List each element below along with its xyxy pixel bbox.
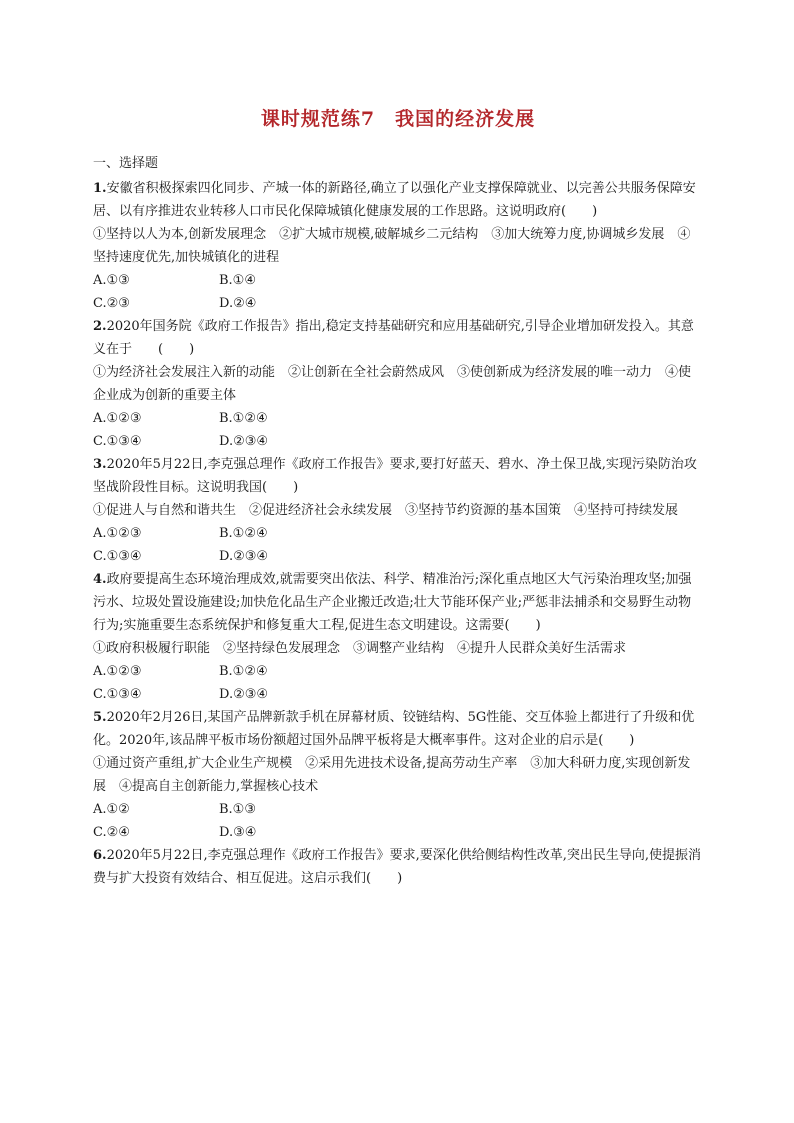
answer-options [93,798,703,844]
answer-option[interactable]: D.③④ [219,825,257,840]
question-stem [93,844,703,890]
answer-option[interactable]: C.①③④ [93,687,142,702]
document-page [93,104,703,890]
question-stem [93,177,703,223]
question-stem [93,453,703,499]
page-title: 课时规范练7 我国的经济发展 [260,108,536,130]
answer-options [93,522,703,568]
question-statements: ①为经济社会发展注入新的动能 ②让创新在全社会蔚然成风 ③使创新成为经济发展的唯一动力 ④使企业成为创新的重要主体 [93,365,692,403]
answer-options [93,269,703,315]
question-text: 2020年5月22日,李克强总理作《政府工作报告》要求,要深化供给侧结构性改革,突出民生导向,使提振消费与扩大投资有效结合、相互促进。这启示我们( ) [93,848,702,886]
answer-options [93,660,703,706]
answer-option[interactable]: D.②③④ [219,549,269,564]
answer-option[interactable]: B.①②④ [219,664,268,679]
question-number: 1. [93,181,107,196]
question-6 [93,844,703,890]
section-heading: 一、选择题 [93,156,159,171]
question-text: 安徽省积极探索四化同步、产城一体的新路径,确立了以强化产业支撑保障就业、以完善公共服务保障安居、以有序推进农业转移人口市民化保障城镇化健康发展的工作思路。这说明政府( ) [93,181,696,219]
question-stem [93,706,703,752]
question-statements: ①政府积极履行职能 ②坚持绿色发展理念 ③调整产业结构 ④提升人民群众美好生活需求 [93,641,627,656]
question-number: 2. [93,319,107,334]
answer-option[interactable]: C.②③ [93,296,130,311]
question-text: 2020年国务院《政府工作报告》指出,稳定支持基础研究和应用基础研究,引导企业增加研发投入。其意义在于 ( ) [93,319,694,357]
answer-option[interactable]: B.①③ [219,802,256,817]
question-text: 2020年2月26日,某国产品牌新款手机在屏幕材质、铰链结构、5G性能、交互体验上都进行了升级和优化。2020年,该品牌平板市场份额超过国外品牌平板将是大概率事件。这对企业的启示是( ) [93,710,695,748]
question-statements: ①坚持以人为本,创新发展理念 ②扩大城市规模,破解城乡二元结构 ③加大统筹力度,协调城乡发展 ④坚持速度优先,加快城镇化的进程 [93,227,691,265]
answer-option[interactable]: A.①②③ [93,526,142,541]
answer-options [93,407,703,453]
answer-option[interactable]: D.②③④ [219,434,269,449]
question-3 [93,453,703,568]
answer-option[interactable]: B.①②④ [219,526,268,541]
question-number: 4. [93,572,107,587]
answer-option[interactable]: B.①②④ [219,411,268,426]
question-2 [93,315,703,453]
question-number: 5. [93,710,107,725]
question-statements: ①通过资产重组,扩大企业生产规模 ②采用先进技术设备,提高劳动生产率 ③加大科研力度,实现创新发展 ④提高自主创新能力,掌握核心技术 [93,756,691,794]
answer-option[interactable]: A.①②③ [93,664,142,679]
question-list [93,177,703,890]
answer-option[interactable]: C.②④ [93,825,130,840]
answer-option[interactable]: A.①③ [93,273,130,288]
question-5 [93,706,703,844]
answer-option[interactable]: A.①② [93,802,130,817]
question-statements: ①促进人与自然和谐共生 ②促进经济社会永续发展 ③坚持节约资源的基本国策 ④坚持可持续发展 [93,503,679,518]
question-text: 2020年5月22日,李克强总理作《政府工作报告》要求,要打好蓝天、碧水、净土保卫战,实现污染防治攻坚战阶段性目标。这说明我国( ) [93,457,697,495]
question-4 [93,568,703,706]
question-stem [93,315,703,361]
answer-option[interactable]: C.①③④ [93,549,142,564]
answer-option[interactable]: C.①③④ [93,434,142,449]
question-1 [93,177,703,315]
answer-option[interactable]: D.②③④ [219,687,269,702]
question-text: 政府要提高生态环境治理成效,就需要突出依法、科学、精准治污;深化重点地区大气污染治理攻坚;加强污水、垃圾处置设施建设;加快危化品生产企业搬迁改造;壮大节能环保产业;严惩非法捕杀和交易野生动物行为;实施重要生态系统保护和修复重大工程,促进生态文明建设。这需要( ) [93,572,692,633]
answer-option[interactable]: D.②④ [219,296,257,311]
question-number: 3. [93,457,107,472]
answer-option[interactable]: A.①②③ [93,411,142,426]
answer-option[interactable]: B.①④ [219,273,256,288]
question-number: 6. [93,848,107,863]
question-stem [93,568,703,637]
